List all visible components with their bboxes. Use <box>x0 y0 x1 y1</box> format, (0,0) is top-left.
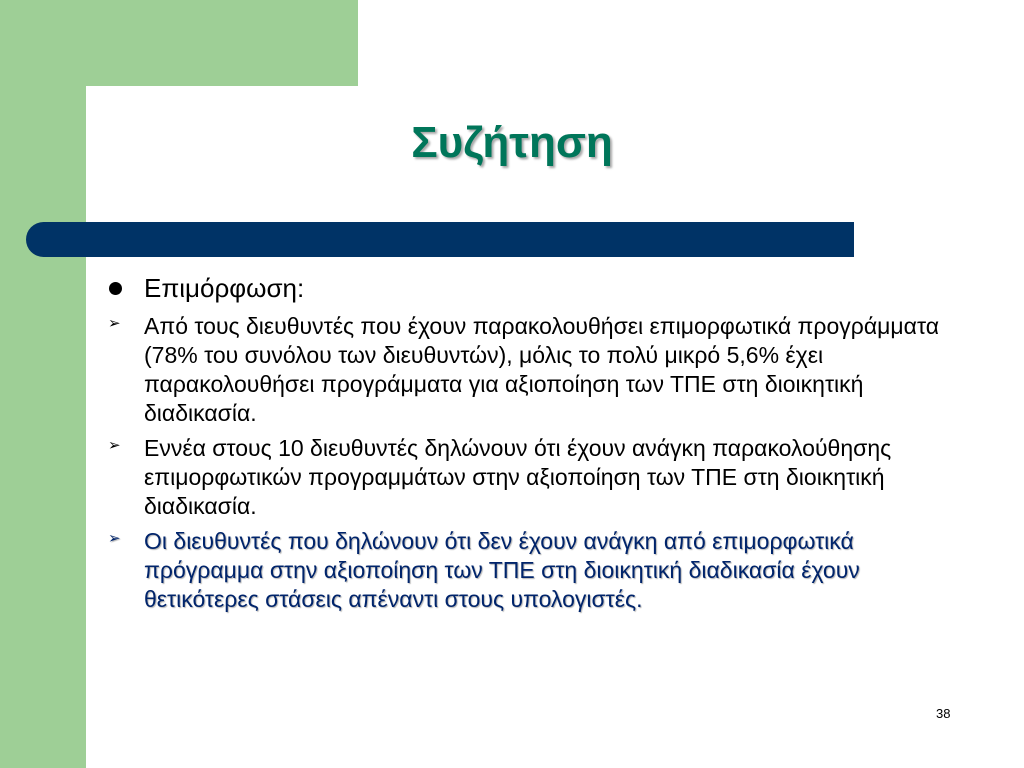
list-item <box>100 434 970 521</box>
title-underline-bar <box>26 222 854 257</box>
bullet-dot-icon <box>109 282 122 295</box>
list-item-text: Οι διευθυντές που δηλώνουν ότι δεν έχουν ανάγκη από επιμορφωτικά πρόγραμμα στην αξιοποίηση των ΤΠΕ στη διοικητική διαδικασία έχουν θετικότερες στάσεις απέναντι στους υπολογιστές. <box>144 528 860 612</box>
list-item-text: Εννέα στους 10 διευθυντές δηλώνουν ότι έχουν ανάγκη παρακολούθησης επιμορφωτικών προγραμμάτων στην αξιοποίηση των ΤΠΕ στη διοικητική διαδικασία. <box>144 435 892 519</box>
background-green-left-band <box>0 0 86 768</box>
bullet-heading <box>100 268 970 308</box>
slide-title: Συζήτηση <box>411 118 613 167</box>
list-item-highlighted <box>100 527 970 614</box>
list-item-text: Από τους διευθυντές που έχουν παρακολουθήσει επιμορφωτικά προγράμματα (78% του συνόλου των διευθυντών), μόλις το πολύ μικρό 5,6% έχει παρακολουθήσει προγράμματα για αξιοποίηση των ΤΠΕ στη διοικητική διαδικασία. <box>144 313 940 426</box>
slide-body <box>100 268 970 614</box>
list-item <box>100 312 970 428</box>
arrow-bullet-icon: ➢ <box>108 436 121 454</box>
background-green-top-band <box>0 0 358 86</box>
bullet-heading-text: Επιμόρφωση: <box>144 273 305 303</box>
slide-number: 38 <box>936 706 951 721</box>
arrow-bullet-icon: ➢ <box>108 314 121 332</box>
arrow-bullet-icon: ➢ <box>108 529 121 547</box>
